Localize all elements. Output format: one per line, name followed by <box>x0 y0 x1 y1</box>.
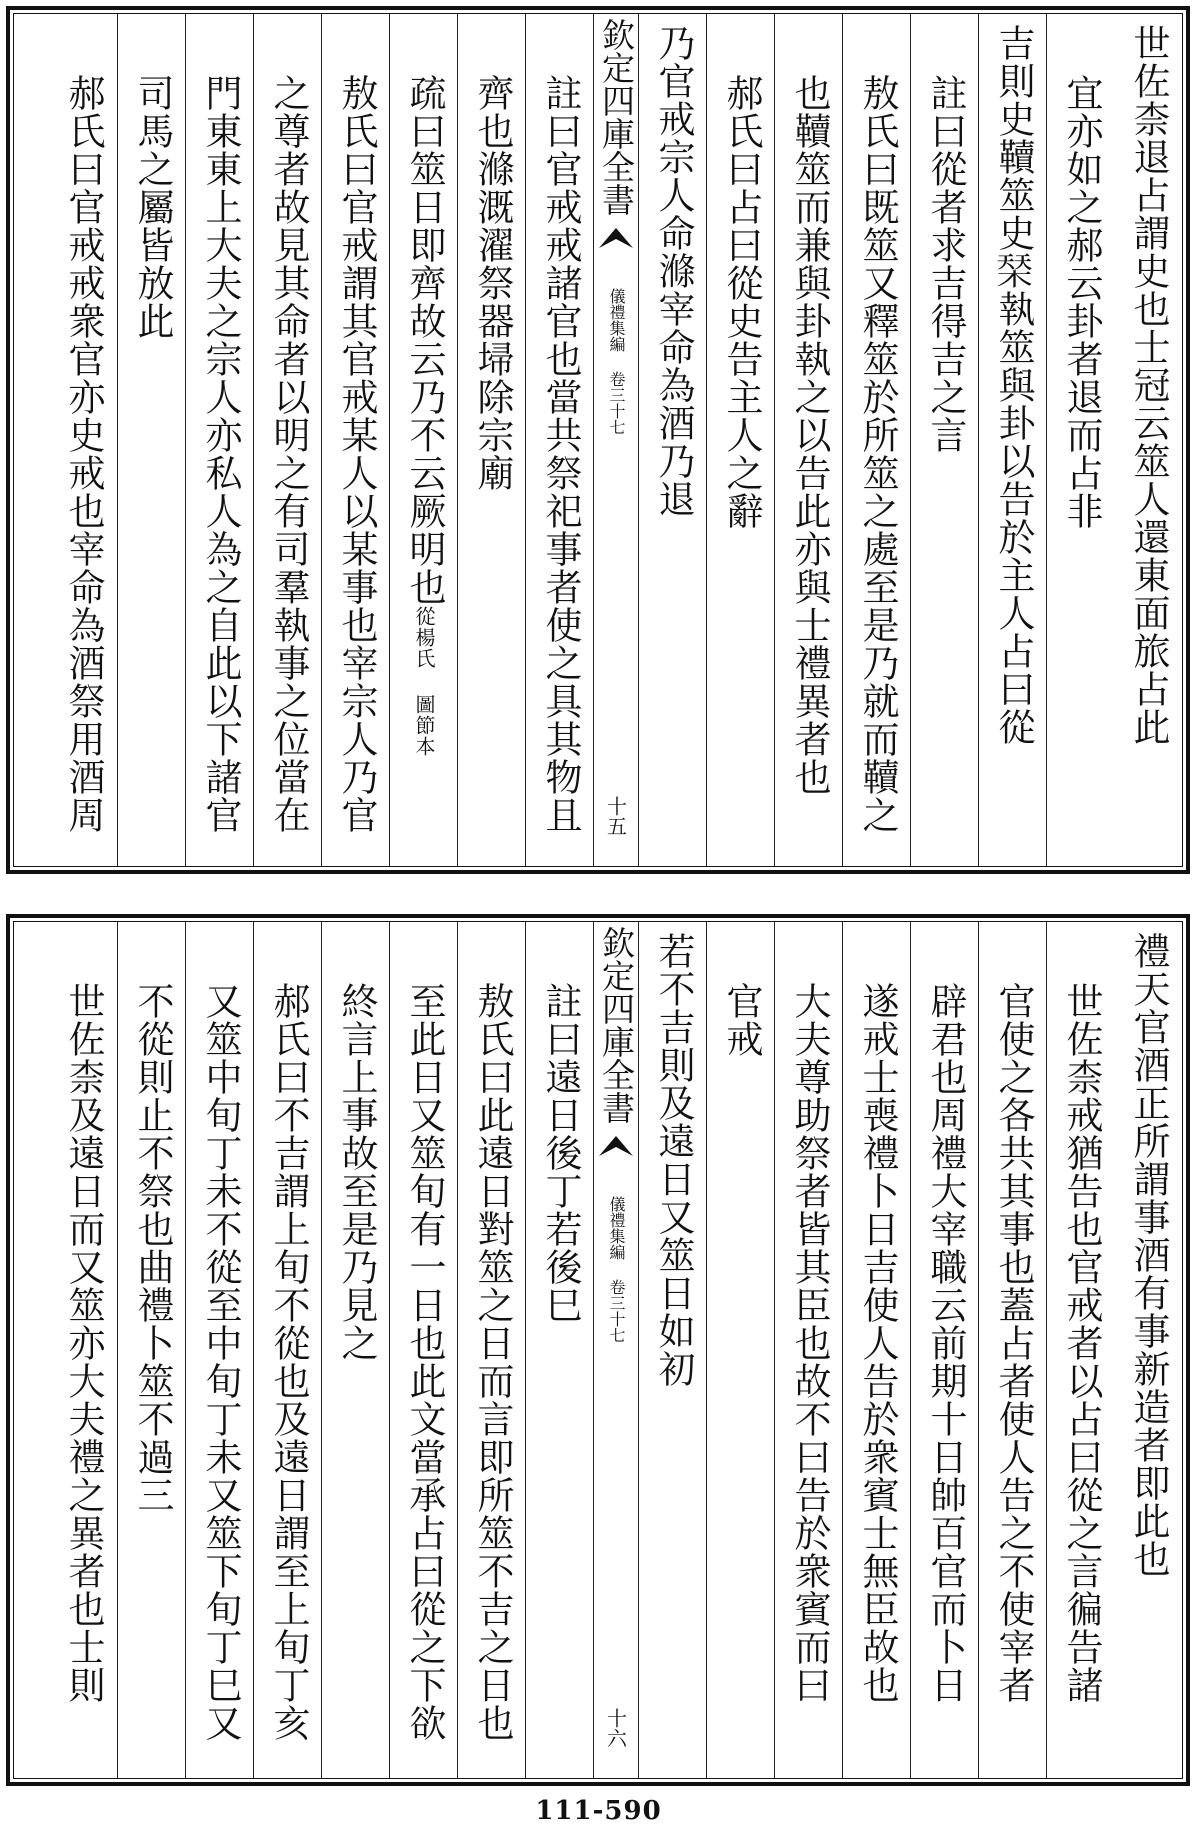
column-text: 禮天官酒正所謂事酒有事新造者即此也 <box>1127 932 1170 1578</box>
text-column <box>389 922 457 1778</box>
text-column <box>457 14 525 866</box>
bottom-page-panel <box>6 914 1190 1786</box>
text-column <box>457 922 525 1778</box>
column-text: 註曰從者求吉得吉之言 <box>924 74 967 454</box>
column-text: 終言上事故至是乃見之 <box>335 982 378 1362</box>
column-text: 之尊者故見其命者以明之有司羣執事之位當在 <box>267 74 310 834</box>
column-text: 辟君也周禮大宰職云前期十日帥百官而卜日 <box>924 982 967 1704</box>
text-column <box>253 14 321 866</box>
column-text: 大夫尊助祭者皆其臣也故不曰告於衆賓而曰 <box>788 982 831 1704</box>
column-text: 遂戒士喪禮卜日吉使人告於衆賓士無臣故也 <box>856 982 899 1704</box>
column-text: 門東東上大夫之宗人亦私人為之自此以下諸官 <box>199 74 242 834</box>
column-text: 又筮中旬丁未不從至中旬丁未又筮下旬丁巳又 <box>199 982 242 1742</box>
text-column <box>1114 14 1182 866</box>
text-column <box>706 14 774 866</box>
text-column <box>117 14 185 866</box>
leaf-number: 十六 <box>603 1708 628 1748</box>
text-column <box>978 922 1046 1778</box>
column-text: 至此日又筮旬有一日也此文當承占曰從之下欲 <box>403 982 446 1742</box>
column-text: 世佐柰及遠日而又筮亦大夫禮之異者也士則 <box>62 982 105 1704</box>
column-text: 也韇筮而兼與卦執之以告此亦與士禮異者也 <box>788 74 831 796</box>
column-text: 宜亦如之郝云卦者退而占非 <box>1060 74 1103 530</box>
text-column <box>117 922 185 1778</box>
text-column <box>321 14 389 866</box>
bottom-columns <box>14 922 1182 1778</box>
center-fold-column <box>593 14 638 866</box>
column-text: 註曰官戒戒諸官也當共祭祀事者使之具其物且 <box>539 74 582 834</box>
volume-label: 儀禮集編 卷三十七 <box>607 1196 626 1343</box>
column-text: 註曰遠日後丁若後巳 <box>539 982 582 1324</box>
leaf-number: 十五 <box>603 796 628 836</box>
column-text: 乃官戒宗人命滌宰命為酒乃退 <box>652 24 695 518</box>
text-column <box>1046 922 1114 1778</box>
column-text: 郝氏曰官戒戒衆官亦史戒也宰命為酒祭用酒周 <box>62 74 105 834</box>
fishtail-mark-icon <box>599 1136 633 1156</box>
column-text: 敖氏曰官戒謂其官戒某人以某事也宰宗人乃官 <box>335 74 378 834</box>
bottom-page-inner-border <box>13 921 1183 1779</box>
text-column <box>321 922 389 1778</box>
text-column <box>910 14 978 866</box>
column-text: 郝氏曰占曰從史告主人之辭 <box>720 74 763 530</box>
column-text: 官戒 <box>720 982 763 1058</box>
column-text: 齊也滌溉濯祭器埽除宗廟 <box>471 74 514 492</box>
text-column <box>842 14 910 866</box>
column-note-text: 從楊氏 圖節本 <box>412 606 436 757</box>
column-text: 郝氏曰不吉謂上旬不從也及遠日謂至上旬丁亥 <box>267 982 310 1742</box>
column-text: 敖氏曰既筮又釋筮於所筮之處至是乃就而韇之 <box>856 74 899 834</box>
column-text: 吉則史韇筮史𣓁執筮與卦以告於主人占曰從 <box>992 24 1035 746</box>
column-text: 世佐柰退占謂史也士冠云筮人還東面旅占此 <box>1127 24 1170 746</box>
text-column <box>253 922 321 1778</box>
column-text: 官使之各共其事也蓋占者使人告之不使宰者 <box>992 982 1035 1704</box>
text-column <box>1046 14 1114 866</box>
text-column <box>638 14 706 866</box>
text-column <box>49 922 117 1778</box>
top-columns <box>14 14 1182 866</box>
text-column <box>774 14 842 866</box>
text-column <box>49 14 117 866</box>
column-text: 不從則止不祭也曲禮卜筮不過三 <box>131 982 174 1514</box>
text-column <box>525 922 593 1778</box>
column-text: 世佐柰戒猶告也官戒者以占曰從之言徧告諸 <box>1060 982 1103 1704</box>
text-column <box>525 14 593 866</box>
text-column <box>1114 922 1182 1778</box>
text-column <box>185 14 253 866</box>
text-column <box>774 922 842 1778</box>
text-column <box>978 14 1046 866</box>
top-page-inner-border <box>13 13 1183 867</box>
column-text: 敖氏曰此遠日對筮之日而言即所筮不吉之日也 <box>471 982 514 1742</box>
center-fold-column <box>593 922 638 1778</box>
column-text <box>390 74 458 914</box>
book-title: 欽定四庫全書 <box>597 926 636 1124</box>
text-column <box>706 922 774 1778</box>
text-column <box>389 14 457 866</box>
top-page-panel <box>6 6 1190 874</box>
fishtail-mark-icon <box>599 228 633 248</box>
page-footer-number: 111-590 <box>535 1796 662 1826</box>
text-column <box>638 922 706 1778</box>
volume-label: 儀禮集編 卷三十七 <box>607 288 626 435</box>
book-title: 欽定四庫全書 <box>597 18 636 216</box>
text-column <box>910 922 978 1778</box>
column-text: 若不吉則及遠日又筮日如初 <box>652 932 695 1388</box>
column-text: 司馬之屬皆放此 <box>131 74 174 340</box>
text-column <box>185 922 253 1778</box>
text-column <box>842 922 910 1778</box>
column-main-text: 疏曰筮日即齊故云乃不云厥明也 <box>403 74 446 606</box>
